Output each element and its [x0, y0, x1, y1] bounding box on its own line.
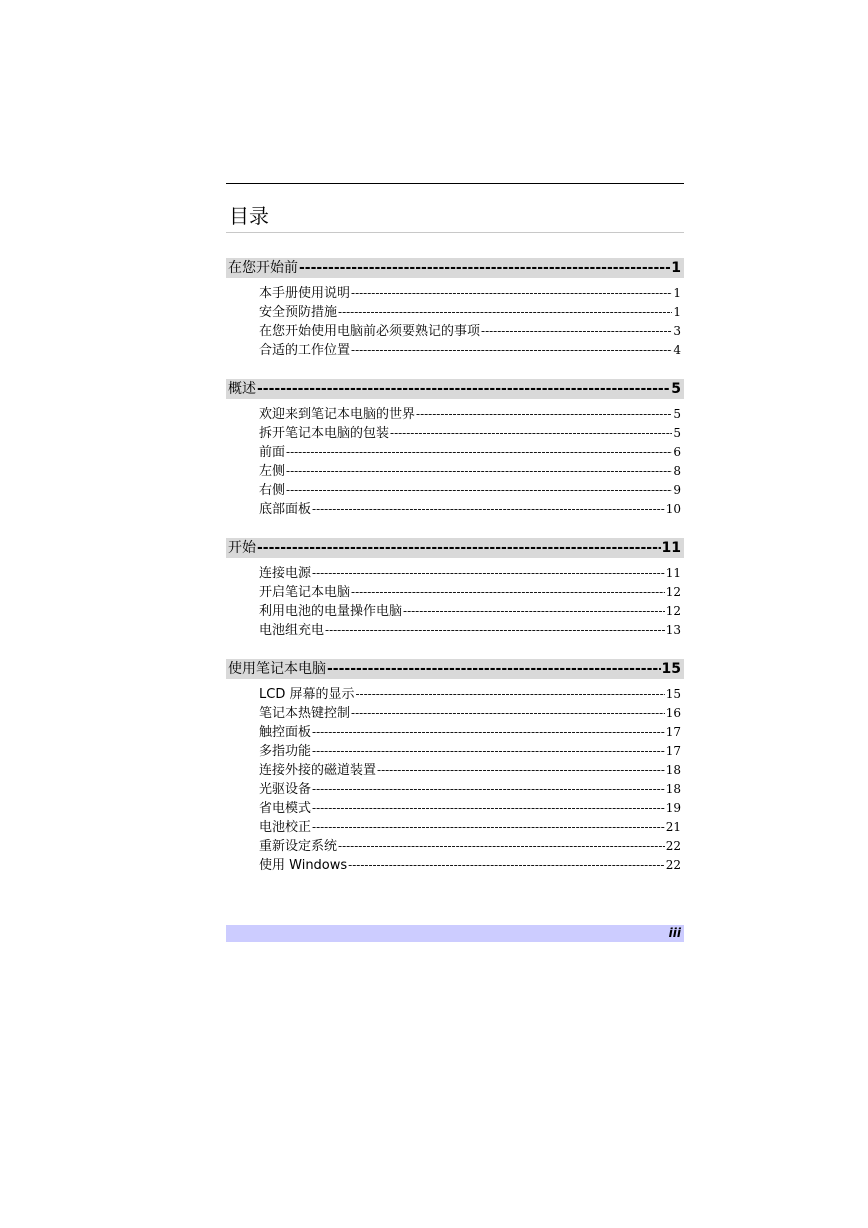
- toc-leader-dots: [403, 602, 665, 621]
- toc-leader-dots: [327, 659, 661, 679]
- toc-title: 目录: [226, 203, 684, 233]
- toc-entry-label: 使用 Windows: [259, 858, 348, 873]
- toc-leader-dots: [355, 685, 664, 704]
- toc-entry-page: 3: [673, 324, 681, 338]
- toc-entry[interactable]: [259, 564, 681, 583]
- toc-leader-dots: [299, 258, 670, 278]
- toc-leader-dots: [257, 538, 661, 558]
- document-page: [226, 183, 684, 875]
- toc-entry[interactable]: [259, 742, 681, 761]
- footer-page-number: iii: [668, 926, 681, 940]
- toc-leader-dots: [312, 723, 665, 742]
- toc-entry[interactable]: [259, 761, 681, 780]
- toc-entry[interactable]: [259, 685, 681, 704]
- toc-section-heading[interactable]: [226, 379, 684, 399]
- toc-leader-dots: [348, 856, 665, 875]
- toc-leader-dots: [325, 621, 665, 640]
- toc-entry[interactable]: [259, 780, 681, 799]
- toc-leader-dots: [351, 704, 665, 723]
- toc-leader-dots: [257, 379, 670, 399]
- toc-entry-page: 22: [665, 839, 681, 853]
- toc-entry-label: 多指功能: [259, 744, 312, 759]
- top-rule: [226, 183, 684, 184]
- toc-entry-label: 拆开笔记本电脑的包装: [259, 426, 390, 441]
- toc-entry-page: 5: [673, 426, 681, 440]
- toc-entry-label: 底部面板: [259, 502, 312, 517]
- toc-section-label: 在您开始前: [228, 260, 298, 276]
- toc-entry-label: 电池组充电: [259, 623, 325, 638]
- toc-entry-list: [226, 685, 684, 875]
- toc-leader-dots: [312, 799, 665, 818]
- toc-entry[interactable]: [259, 856, 681, 875]
- toc-entry-list: [226, 564, 684, 640]
- toc-entry-page: 16: [665, 706, 681, 720]
- toc-section-label: 概述: [228, 381, 256, 397]
- toc-entry[interactable]: [259, 341, 681, 360]
- toc-section: [226, 538, 684, 640]
- toc-entry-page: 15: [665, 687, 681, 701]
- toc-entry-label: 在您开始使用电脑前必须要熟记的事项: [259, 324, 481, 339]
- toc-entry-page: 5: [673, 407, 681, 421]
- toc-entry-label: 触控面板: [259, 725, 312, 740]
- toc-entry-label: 右侧: [259, 483, 286, 498]
- toc-entry-page: 18: [665, 763, 681, 777]
- toc-entry-label: 前面: [259, 445, 286, 460]
- toc-entry-page: 1: [673, 286, 681, 300]
- toc-entry-label: 利用电池的电量操作电脑: [259, 604, 403, 619]
- toc-section-page: 5: [671, 381, 681, 397]
- toc-section-page: 15: [661, 661, 681, 677]
- toc-leader-dots: [416, 405, 672, 424]
- toc-entry[interactable]: [259, 723, 681, 742]
- toc-entry[interactable]: [259, 704, 681, 723]
- toc-entry[interactable]: [259, 799, 681, 818]
- toc-leader-dots: [312, 500, 665, 519]
- toc-section-page: 1: [671, 260, 681, 276]
- toc-entry-list: [226, 284, 684, 360]
- toc-entry[interactable]: [259, 818, 681, 837]
- toc-section-label: 开始: [228, 540, 256, 556]
- toc-leader-dots: [312, 780, 665, 799]
- toc-section-page: 11: [661, 540, 681, 556]
- toc-entry[interactable]: [259, 443, 681, 462]
- toc-entry-label: 省电模式: [259, 801, 312, 816]
- toc-leader-dots: [338, 303, 672, 322]
- toc-entry-label: 开启笔记本电脑: [259, 585, 351, 600]
- toc-entry-page: 4: [673, 343, 681, 357]
- toc-section-label: 使用笔记本电脑: [228, 661, 326, 677]
- toc-entry[interactable]: [259, 462, 681, 481]
- toc-entry-page: 1: [673, 305, 681, 319]
- toc-entry[interactable]: [259, 424, 681, 443]
- toc-entry-page: 21: [665, 820, 681, 834]
- toc-entry[interactable]: [259, 500, 681, 519]
- toc-entry-label: 重新设定系统: [259, 839, 338, 854]
- toc-leader-dots: [377, 761, 665, 780]
- toc-entry[interactable]: [259, 837, 681, 856]
- toc-entry-label: 连接电源: [259, 566, 312, 581]
- toc-entry[interactable]: [259, 583, 681, 602]
- toc-leader-dots: [286, 462, 672, 481]
- toc-entry[interactable]: [259, 405, 681, 424]
- toc-entry-label: 连接外接的磁道装置: [259, 763, 377, 778]
- toc-entry[interactable]: [259, 303, 681, 322]
- toc-section-heading[interactable]: [226, 258, 684, 278]
- toc-section: [226, 258, 684, 360]
- toc-entry-label: 本手册使用说明: [259, 286, 351, 301]
- toc-entry-page: 9: [673, 483, 681, 497]
- toc-entry-page: 12: [665, 604, 681, 618]
- toc-leader-dots: [351, 583, 665, 602]
- toc-section-heading[interactable]: [226, 659, 684, 679]
- toc-entry-page: 6: [673, 445, 681, 459]
- toc-entry-page: 17: [665, 725, 681, 739]
- toc-entry-label: 笔记本热键控制: [259, 706, 351, 721]
- toc-entry[interactable]: [259, 621, 681, 640]
- toc-entry-label: 左侧: [259, 464, 286, 479]
- toc-entry-page: 12: [665, 585, 681, 599]
- toc-section: [226, 379, 684, 519]
- toc-leader-dots: [312, 818, 665, 837]
- toc-entry-page: 10: [665, 502, 681, 516]
- toc-entry-page: 22: [665, 858, 681, 872]
- toc-leader-dots: [312, 742, 665, 761]
- toc-entry-label: 电池校正: [259, 820, 312, 835]
- toc-entry[interactable]: [259, 481, 681, 500]
- toc-entry-label: LCD 屏幕的显示: [259, 687, 355, 702]
- toc-entry-page: 13: [665, 623, 681, 637]
- toc-entry-label: 安全预防措施: [259, 305, 338, 320]
- toc-section-heading[interactable]: [226, 538, 684, 558]
- toc-leader-dots: [390, 424, 672, 443]
- toc-entry[interactable]: [259, 322, 681, 341]
- toc-leader-dots: [286, 443, 672, 462]
- toc-entry[interactable]: [259, 284, 681, 303]
- toc-sections: [226, 258, 684, 875]
- toc-leader-dots: [286, 481, 672, 500]
- toc-leader-dots: [351, 284, 672, 303]
- toc-entry-page: 17: [665, 744, 681, 758]
- toc-entry-list: [226, 405, 684, 519]
- toc-entry-page: 19: [665, 801, 681, 815]
- toc-entry-label: 光驱设备: [259, 782, 312, 797]
- toc-leader-dots: [351, 341, 672, 360]
- toc-entry[interactable]: [259, 602, 681, 621]
- toc-entry-page: 8: [673, 464, 681, 478]
- footer-bar: [226, 925, 684, 942]
- toc-leader-dots: [338, 837, 665, 856]
- toc-entry-page: 18: [665, 782, 681, 796]
- toc-leader-dots: [481, 322, 672, 341]
- toc-entry-label: 欢迎来到笔记本电脑的世界: [259, 407, 416, 422]
- toc-section: [226, 659, 684, 875]
- toc-entry-label: 合适的工作位置: [259, 343, 351, 358]
- toc-entry-page: 11: [665, 566, 681, 580]
- toc-leader-dots: [312, 564, 665, 583]
